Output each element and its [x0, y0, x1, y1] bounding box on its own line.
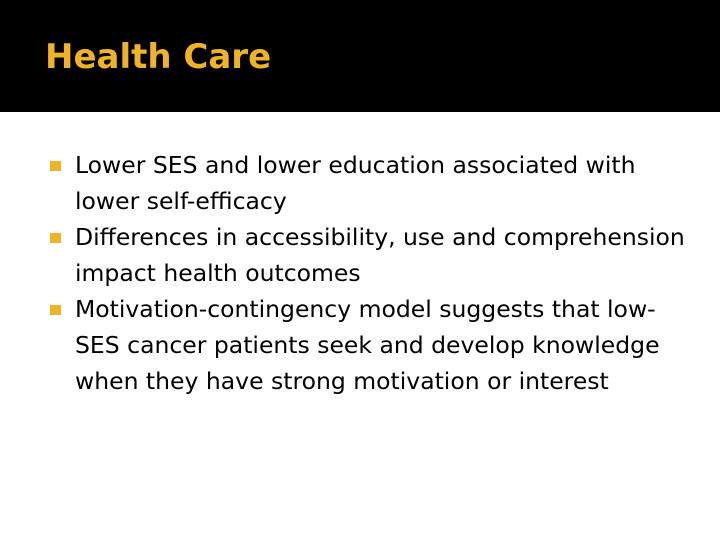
square-bullet-icon: [50, 161, 61, 171]
square-bullet-icon: [50, 305, 61, 315]
slide-title: Health Care: [45, 37, 272, 77]
bullet-item: [50, 147, 700, 219]
bullet-item: [50, 219, 700, 291]
bullet-text: Motivation-contingency model suggests that low-SES cancer patients seek and develop knowledge when they have strong motivation or interest: [75, 295, 660, 395]
bullet-text: Differences in accessibility, use and comprehension impact health outcomes: [75, 223, 685, 287]
bullet-item: [50, 291, 700, 399]
square-bullet-icon: [50, 233, 61, 243]
title-bar: [0, 0, 720, 112]
bullet-text: Lower SES and lower education associated with lower self-efficacy: [75, 151, 636, 215]
bullet-list: [50, 147, 700, 399]
